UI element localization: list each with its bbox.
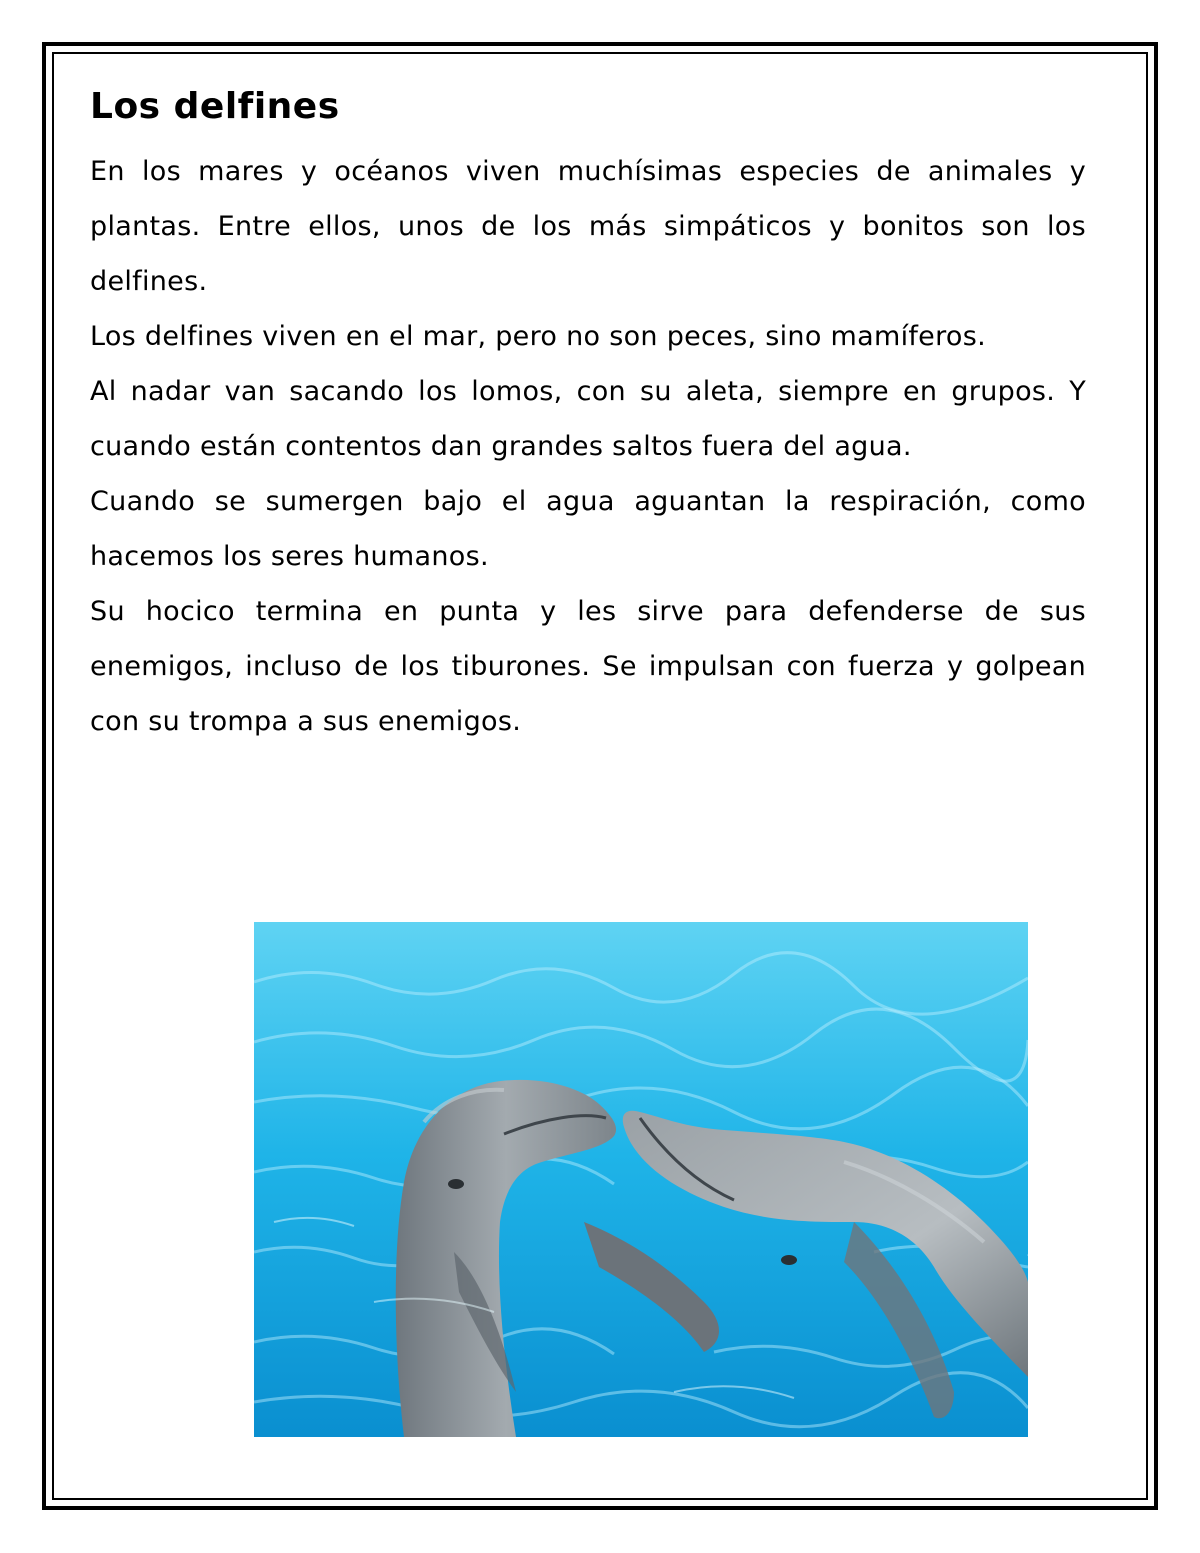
paragraph-2: Los delfines viven en el mar, pero no son peces, sino mamíferos. — [90, 321, 986, 352]
dolphins-photo — [254, 922, 1028, 1437]
document-title: Los delfines — [90, 86, 340, 127]
paragraph-3: Al nadar van sacando los lomos, con su aleta, siempre en grupos. Y cuando están contentos dan grandes saltos fuera del agua. — [90, 376, 1086, 462]
paragraph-5: Su hocico termina en punta y les sirve para defenderse de sus enemigos, incluso de los tiburones. Se impulsan con fuerza y golpean con su trompa a sus enemigos. — [90, 596, 1086, 737]
paragraph-4: Cuando se sumergen bajo el agua aguantan la respiración, como hacemos los seres humanos. — [90, 486, 1086, 572]
document-body — [90, 84, 1086, 749]
paragraph-1: En los mares y océanos viven muchísimas especies de animales y plantas. Entre ellos, unos de los más simpáticos y bonitos son los delfines. — [90, 156, 1086, 297]
